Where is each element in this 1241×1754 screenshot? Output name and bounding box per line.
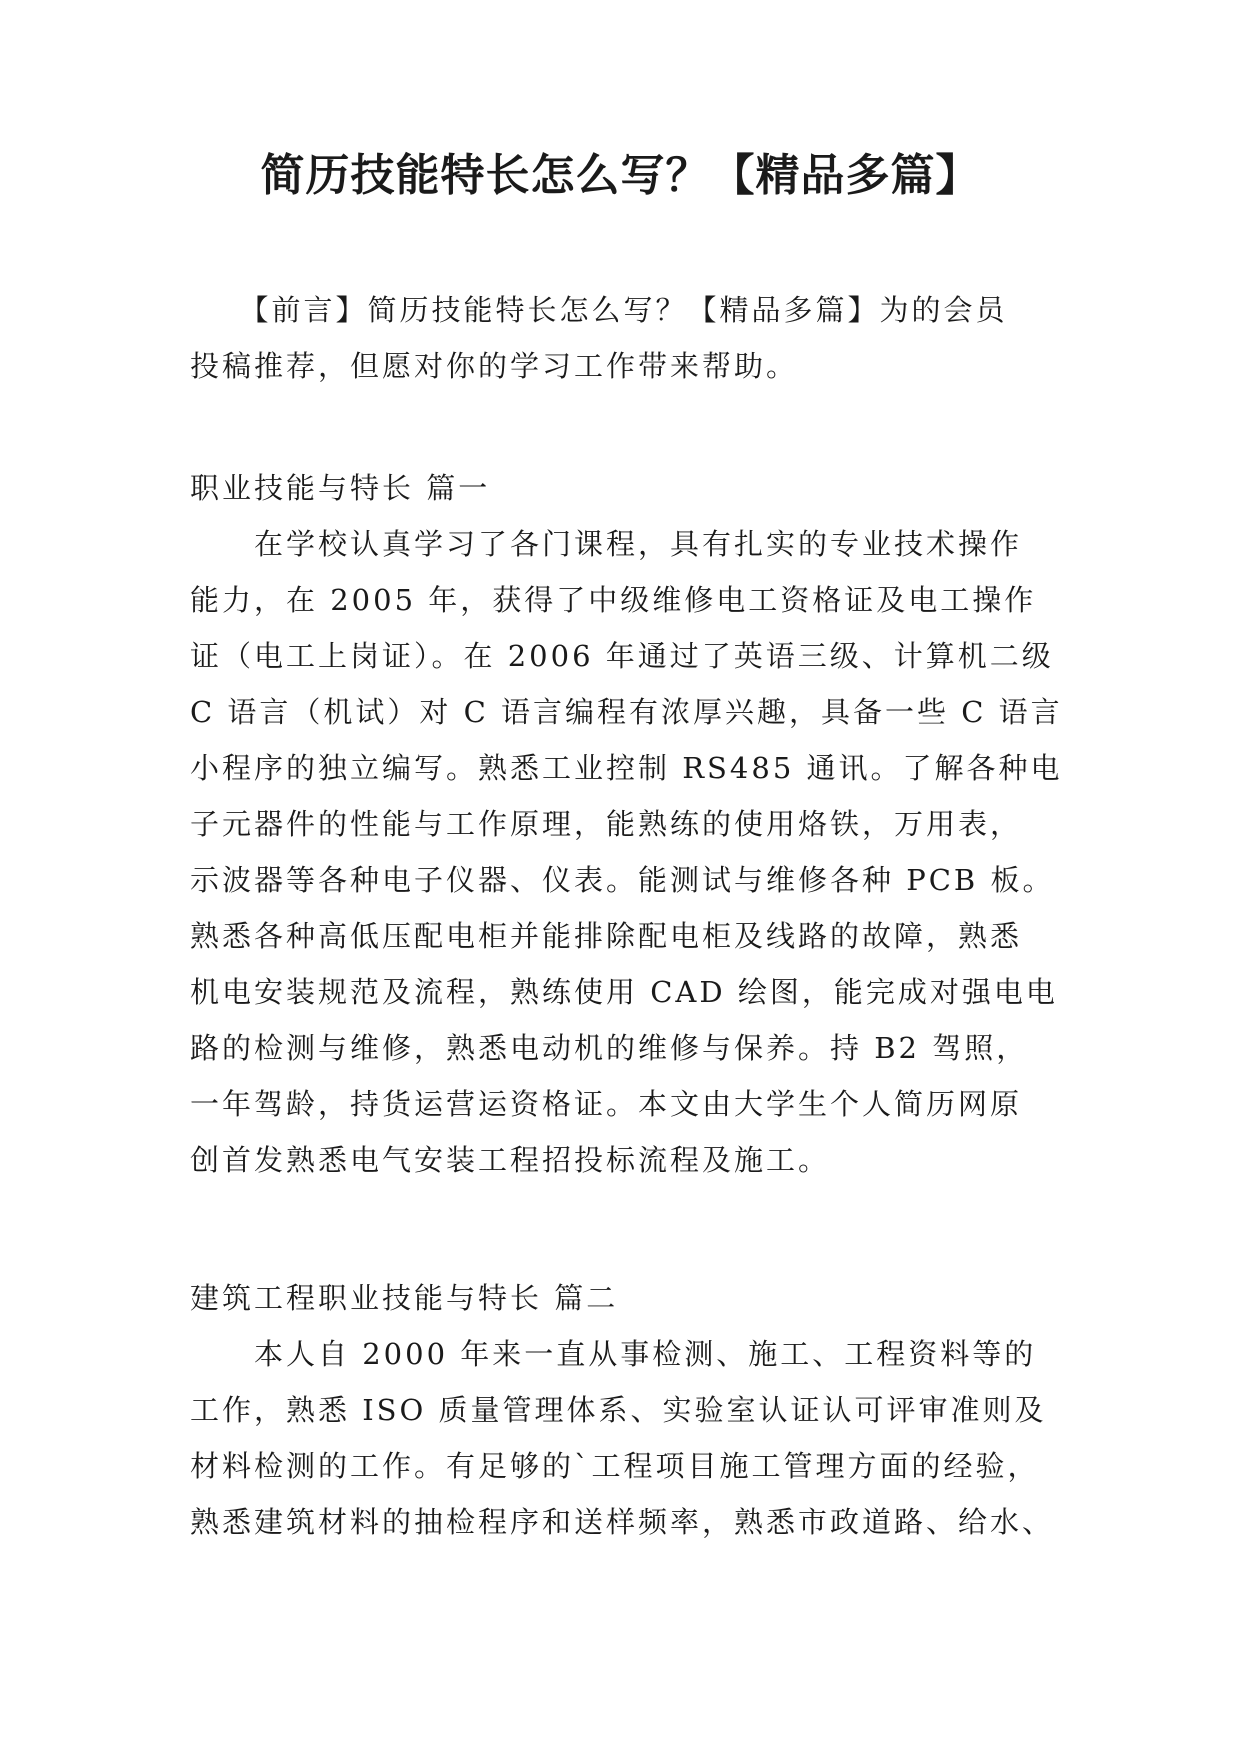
preface-paragraph xyxy=(190,282,1090,394)
paragraph-line: 熟悉各种高低压配电柜并能排除配电柜及线路的故障，熟悉 xyxy=(190,919,1023,953)
section-heading-1: 职业技能与特长 篇一 xyxy=(190,471,491,505)
paragraph-line: 创首发熟悉电气安装工程招投标流程及施工。 xyxy=(190,1143,831,1177)
paragraph-line: 机电安装规范及流程，熟练使用 CAD 绘图，能完成对强电电 xyxy=(190,975,1058,1009)
paragraph-line: 能力，在 2005 年，获得了中级维修电工资格证及电工操作 xyxy=(190,583,1037,617)
paragraph-line: 子元器件的性能与工作原理，能熟练的使用烙铁，万用表， xyxy=(190,807,1023,841)
paragraph-line: 投稿推荐，但愿对你的学习工作带来帮助。 xyxy=(190,349,799,383)
paragraph-line: 证（电工上岗证）。在 2006 年通过了英语三级、计算机二级 xyxy=(190,639,1054,673)
paragraph-line: 工作，熟悉 ISO 质量管理体系、实验室认证认可评审准则及 xyxy=(190,1393,1047,1427)
paragraph-line: 小程序的独立编写。熟悉工业控制 RS485 通讯。了解各种电 xyxy=(190,751,1063,785)
paragraph-line: 【前言】简历技能特长怎么写？【精品多篇】为的会员 xyxy=(190,293,1008,327)
paragraph-line: 在学校认真学习了各门课程，具有扎实的专业技术操作 xyxy=(190,527,1023,561)
paragraph-line: 路的检测与维修，熟悉电动机的维修与保养。持 B2 驾照， xyxy=(190,1031,1029,1065)
section-2-paragraph xyxy=(190,1326,1090,1550)
page-title: 简历技能特长怎么写？【精品多篇】 xyxy=(260,150,981,201)
paragraph-line: 示波器等各种电子仪器、仪表。能测试与维修各种 PCB 板。 xyxy=(190,863,1055,897)
section-heading-2: 建筑工程职业技能与特长 篇二 xyxy=(190,1281,619,1315)
paragraph-line: C 语言（机试）对 C 语言编程有浓厚兴趣，具备一些 C 语言 xyxy=(190,695,1063,729)
section-1-paragraph xyxy=(190,516,1090,1188)
paragraph-line: 熟悉建筑材料的抽检程序和送样频率，熟悉市政道路、给水、 xyxy=(190,1505,1055,1539)
paragraph-line: 材料检测的工作。有足够的`工程项目施工管理方面的经验， xyxy=(190,1449,1040,1483)
paragraph-line: 一年驾龄，持货运营运资格证。本文由大学生个人简历网原 xyxy=(190,1087,1023,1121)
paragraph-line: 本人自 2000 年来一直从事检测、施工、工程资料等的 xyxy=(190,1337,1037,1371)
